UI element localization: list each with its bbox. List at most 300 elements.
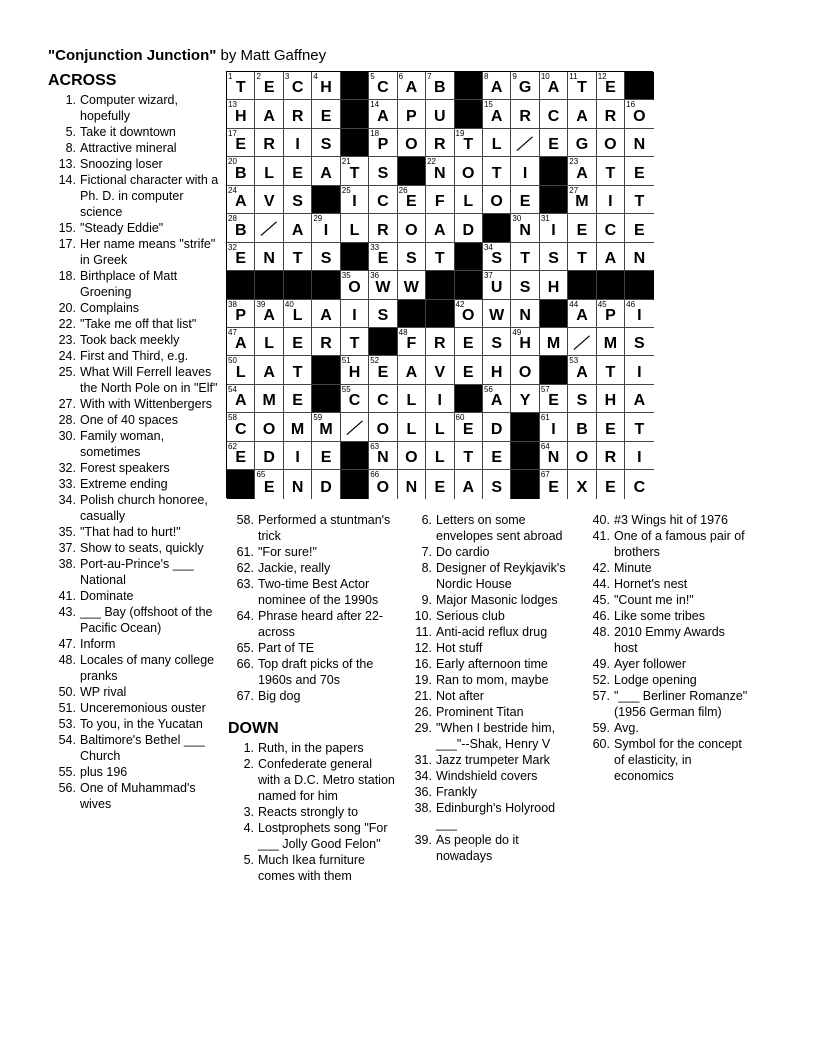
clue-text: Attractive mineral xyxy=(80,141,177,155)
grid-cell[interactable] xyxy=(597,186,625,214)
grid-cell[interactable] xyxy=(312,243,340,271)
clue-number: 6. xyxy=(421,513,432,527)
cell-number: 4 xyxy=(313,72,318,81)
grid-cell[interactable] xyxy=(284,300,312,328)
grid-cell[interactable] xyxy=(312,442,340,470)
cell-letter: S xyxy=(320,136,332,154)
grid-cell[interactable] xyxy=(455,442,483,470)
cell-number: 64 xyxy=(540,441,550,451)
grid-cell[interactable] xyxy=(426,243,454,271)
grid-cell[interactable] xyxy=(426,157,454,185)
clue-text: Confederate general with a D.C. Metro station named for him xyxy=(258,757,395,803)
clue xyxy=(52,604,220,636)
cell-number: 31 xyxy=(540,214,550,224)
cell-letter: N xyxy=(263,250,275,268)
grid-cell[interactable] xyxy=(568,442,596,470)
grid-cell xyxy=(455,243,483,271)
grid-cell[interactable] xyxy=(426,385,454,413)
grid-cell[interactable] xyxy=(426,328,454,356)
grid-cell[interactable] xyxy=(511,129,539,157)
grid-cell[interactable] xyxy=(426,470,454,498)
cell-letter: E xyxy=(320,107,332,125)
crossword-grid[interactable] xyxy=(226,71,653,498)
grid-cell[interactable] xyxy=(625,214,653,242)
grid-cell[interactable] xyxy=(568,186,596,214)
grid-cell[interactable] xyxy=(398,385,426,413)
grid-cell[interactable] xyxy=(312,470,340,498)
grid-cell[interactable] xyxy=(511,271,539,299)
grid-cell[interactable] xyxy=(369,243,397,271)
grid-cell[interactable] xyxy=(483,100,511,128)
grid-cell[interactable] xyxy=(511,214,539,242)
clue-text: Extreme ending xyxy=(80,477,168,491)
grid-cell[interactable] xyxy=(511,157,539,185)
clue xyxy=(52,300,220,316)
grid-cell[interactable] xyxy=(369,271,397,299)
grid-cell[interactable] xyxy=(227,356,255,384)
cell-number: 44 xyxy=(569,299,579,309)
grid-cell[interactable] xyxy=(455,300,483,328)
grid-cell[interactable] xyxy=(341,271,369,299)
grid-cell[interactable] xyxy=(369,72,397,100)
grid-cell[interactable] xyxy=(483,356,511,384)
grid-cell xyxy=(227,470,255,498)
grid-cell[interactable] xyxy=(312,214,340,242)
grid-cell[interactable] xyxy=(455,129,483,157)
grid-cell[interactable] xyxy=(455,413,483,441)
grid-cell[interactable] xyxy=(511,186,539,214)
cell-letter: T xyxy=(292,250,303,268)
clue-text: Two-time Best Actor nominee of the 1990s xyxy=(258,577,379,607)
clue-text: With with Wittenbergers xyxy=(80,397,212,411)
cell-letter: H xyxy=(348,363,361,381)
clue-text: Frankly xyxy=(436,785,477,799)
grid-cell[interactable] xyxy=(597,157,625,185)
grid-cell[interactable] xyxy=(341,214,369,242)
cell-letter: L xyxy=(434,420,445,438)
cell-number: 8 xyxy=(483,72,489,81)
grid-cell[interactable] xyxy=(483,385,511,413)
grid-cell[interactable] xyxy=(597,129,625,157)
grid-cell[interactable] xyxy=(455,328,483,356)
cell-letter: C xyxy=(547,107,560,125)
grid-cell[interactable] xyxy=(483,157,511,185)
grid-cell[interactable] xyxy=(369,186,397,214)
grid-cell[interactable] xyxy=(341,157,369,185)
clue xyxy=(586,624,751,656)
clue xyxy=(586,720,751,736)
grid-cell[interactable] xyxy=(398,243,426,271)
grid-cell[interactable] xyxy=(369,356,397,384)
cell-number: 57 xyxy=(540,384,550,394)
grid-cell[interactable] xyxy=(398,271,426,299)
grid-cell[interactable] xyxy=(511,356,539,384)
grid-cell[interactable] xyxy=(625,300,653,328)
clue-text: Computer wizard, hopefully xyxy=(80,93,178,123)
clue-text: To you, in the Yucatan xyxy=(80,717,203,731)
grid-cell[interactable] xyxy=(369,470,397,498)
grid-cell[interactable] xyxy=(426,129,454,157)
cell-letter: R xyxy=(320,335,332,353)
grid-cell[interactable] xyxy=(597,300,625,328)
grid-cell[interactable] xyxy=(369,157,397,185)
clue-number: 19. xyxy=(414,673,432,687)
grid-cell[interactable] xyxy=(455,356,483,384)
grid-cell[interactable] xyxy=(398,129,426,157)
grid-cell[interactable] xyxy=(255,72,283,100)
grid-cell[interactable] xyxy=(483,328,511,356)
grid-cell[interactable] xyxy=(511,328,539,356)
grid-cell[interactable] xyxy=(540,243,568,271)
grid-cell[interactable] xyxy=(341,328,369,356)
cell-letter: T xyxy=(577,250,587,268)
cell-letter: A xyxy=(291,221,304,239)
grid-cell[interactable] xyxy=(312,100,340,128)
grid-cell[interactable] xyxy=(341,186,369,214)
grid-cell[interactable] xyxy=(369,385,397,413)
grid-cell xyxy=(341,129,369,157)
grid-cell[interactable] xyxy=(227,385,255,413)
grid-cell[interactable] xyxy=(426,214,454,242)
cell-letter: T xyxy=(463,136,474,154)
grid-cell[interactable] xyxy=(398,100,426,128)
grid-cell[interactable] xyxy=(483,413,511,441)
cell-number: 2 xyxy=(256,72,261,81)
grid-cell[interactable] xyxy=(255,442,283,470)
grid-cell[interactable] xyxy=(255,214,283,242)
clue-text: Phrase heard after 22-across xyxy=(258,609,384,639)
down-clues-column-1 xyxy=(230,740,395,884)
grid-cell[interactable] xyxy=(625,470,653,498)
grid-cell[interactable] xyxy=(597,100,625,128)
grid-cell[interactable] xyxy=(540,385,568,413)
grid-cell[interactable] xyxy=(483,442,511,470)
grid-cell xyxy=(398,157,426,185)
grid-cell[interactable] xyxy=(369,300,397,328)
clue-text: Avg. xyxy=(614,721,639,735)
cell-number: 14 xyxy=(370,100,380,110)
clue xyxy=(408,656,578,672)
grid-cell[interactable] xyxy=(568,470,596,498)
grid-cell[interactable] xyxy=(284,328,312,356)
grid-cell[interactable] xyxy=(255,300,283,328)
grid-cell[interactable] xyxy=(597,72,625,100)
grid-cell[interactable] xyxy=(312,129,340,157)
grid-cell[interactable] xyxy=(568,157,596,185)
clue-text: plus 196 xyxy=(80,765,128,779)
cell-number: 34 xyxy=(483,242,493,252)
grid-cell[interactable] xyxy=(426,186,454,214)
clue xyxy=(408,624,578,640)
clue-number: 2. xyxy=(243,757,254,771)
grid-cell[interactable] xyxy=(568,385,596,413)
cell-letter: V xyxy=(263,193,275,211)
grid-cell[interactable] xyxy=(369,442,397,470)
grid-cell[interactable] xyxy=(625,100,653,128)
clue-number: 8. xyxy=(421,561,432,575)
grid-cell[interactable] xyxy=(568,129,596,157)
grid-cell[interactable] xyxy=(625,328,653,356)
clue-number: 14. xyxy=(58,173,76,187)
grid-cell[interactable] xyxy=(227,214,255,242)
clue-text: Show to seats, quickly xyxy=(80,541,204,555)
puzzle-byline: by Matt Gaffney xyxy=(216,47,327,64)
grid-cell[interactable] xyxy=(540,100,568,128)
cell-letter: F xyxy=(434,193,445,211)
clue-number: 1. xyxy=(243,741,254,755)
grid-cell[interactable] xyxy=(426,413,454,441)
grid-cell[interactable] xyxy=(255,470,283,498)
grid-cell[interactable] xyxy=(284,157,312,185)
grid-cell[interactable] xyxy=(426,72,454,100)
grid-cell[interactable] xyxy=(597,470,625,498)
clue-text: Forest speakers xyxy=(80,461,170,475)
grid-cell[interactable] xyxy=(398,328,426,356)
grid-cell[interactable] xyxy=(227,300,255,328)
grid-cell[interactable] xyxy=(255,129,283,157)
grid-cell[interactable] xyxy=(625,186,653,214)
grid-cell[interactable] xyxy=(455,186,483,214)
grid-cell[interactable] xyxy=(227,100,255,128)
clue-text: One of a famous pair of brothers xyxy=(614,529,745,559)
cell-letter: A xyxy=(434,221,446,239)
grid-cell[interactable] xyxy=(227,413,255,441)
grid-cell[interactable] xyxy=(284,356,312,384)
cell-letter: E xyxy=(462,335,474,353)
clue-number: 10. xyxy=(414,609,432,623)
grid-cell[interactable] xyxy=(540,271,568,299)
grid-cell[interactable] xyxy=(540,328,568,356)
cell-letter: O xyxy=(461,164,475,182)
grid-cell[interactable] xyxy=(483,186,511,214)
clue-number: 18. xyxy=(58,269,76,283)
clue xyxy=(52,716,220,732)
grid-cell[interactable] xyxy=(511,300,539,328)
cell-letter: I xyxy=(295,136,300,154)
grid-cell[interactable] xyxy=(625,157,653,185)
cell-letter: R xyxy=(263,136,275,154)
cell-number: 21 xyxy=(341,157,351,167)
grid-cell[interactable] xyxy=(398,356,426,384)
across-clues-column-1 xyxy=(52,92,220,812)
grid-cell[interactable] xyxy=(483,271,511,299)
grid-cell[interactable] xyxy=(625,442,653,470)
cell-letter: A xyxy=(633,392,646,410)
grid-cell[interactable] xyxy=(312,328,340,356)
clue-number: 37. xyxy=(58,541,76,555)
grid-cell[interactable] xyxy=(255,356,283,384)
grid-cell[interactable] xyxy=(341,300,369,328)
grid-cell[interactable] xyxy=(568,328,596,356)
grid-cell[interactable] xyxy=(568,243,596,271)
grid-cell[interactable] xyxy=(568,300,596,328)
grid-cell[interactable] xyxy=(483,300,511,328)
cell-letter: P xyxy=(406,107,417,125)
grid-cell[interactable] xyxy=(455,214,483,242)
clue-number: 29. xyxy=(414,721,432,735)
grid-cell[interactable] xyxy=(511,72,539,100)
grid-cell[interactable] xyxy=(483,470,511,498)
clue-number: 47. xyxy=(58,637,76,651)
grid-cell[interactable] xyxy=(284,214,312,242)
grid-cell[interactable] xyxy=(625,243,653,271)
cell-letter: E xyxy=(263,79,275,97)
grid-cell[interactable] xyxy=(398,214,426,242)
cell-letter: N xyxy=(291,478,304,496)
clue-number: 61. xyxy=(236,545,254,559)
grid-cell[interactable] xyxy=(568,356,596,384)
grid-cell[interactable] xyxy=(540,129,568,157)
clue-text: Fictional character with a Ph. D. in computer science xyxy=(80,173,219,219)
cell-letter: M xyxy=(262,392,276,410)
grid-cell[interactable] xyxy=(597,413,625,441)
grid-cell[interactable] xyxy=(227,72,255,100)
grid-cell xyxy=(625,72,653,100)
grid-cell[interactable] xyxy=(568,100,596,128)
grid-cell[interactable] xyxy=(398,413,426,441)
grid-cell[interactable] xyxy=(369,413,397,441)
grid-cell[interactable] xyxy=(426,442,454,470)
cell-letter: E xyxy=(576,221,588,239)
grid-cell[interactable] xyxy=(568,72,596,100)
grid-cell[interactable] xyxy=(511,100,539,128)
grid-cell[interactable] xyxy=(341,356,369,384)
clue xyxy=(408,800,578,832)
clue-text: Major Masonic lodges xyxy=(436,593,558,607)
cell-letter: O xyxy=(376,420,390,438)
cell-letter: A xyxy=(320,306,332,324)
grid-cell[interactable] xyxy=(398,72,426,100)
grid-cell[interactable] xyxy=(284,243,312,271)
clue xyxy=(408,672,578,688)
cell-letter: R xyxy=(377,221,389,239)
grid-cell[interactable] xyxy=(540,442,568,470)
cell-letter: H xyxy=(320,79,332,97)
grid-cell[interactable] xyxy=(398,442,426,470)
cell-number: 7 xyxy=(427,72,432,81)
grid-cell[interactable] xyxy=(625,129,653,157)
grid-cell[interactable] xyxy=(483,72,511,100)
cell-number: 17 xyxy=(228,128,237,138)
grid-cell[interactable] xyxy=(255,328,283,356)
grid-cell[interactable] xyxy=(284,442,312,470)
grid-cell[interactable] xyxy=(597,214,625,242)
cell-letter: E xyxy=(263,478,275,496)
cell-letter: T xyxy=(605,363,616,381)
grid-cell[interactable] xyxy=(284,72,312,100)
grid-cell[interactable] xyxy=(568,413,596,441)
cell-letter: O xyxy=(518,363,532,381)
clue-text: Lodge opening xyxy=(614,673,697,687)
grid-cell[interactable] xyxy=(398,470,426,498)
clue xyxy=(52,124,220,140)
grid-cell[interactable] xyxy=(312,413,340,441)
grid-cell[interactable] xyxy=(284,413,312,441)
grid-cell[interactable] xyxy=(255,157,283,185)
grid-cell[interactable] xyxy=(255,186,283,214)
grid-cell[interactable] xyxy=(284,470,312,498)
grid-cell[interactable] xyxy=(312,300,340,328)
clue-number: 67. xyxy=(236,689,254,703)
cell-number: 51 xyxy=(341,356,351,366)
grid-cell[interactable] xyxy=(597,243,625,271)
clue xyxy=(230,756,395,804)
grid-cell[interactable] xyxy=(284,385,312,413)
cell-letter: D xyxy=(462,221,474,239)
grid-cell[interactable] xyxy=(568,214,596,242)
grid-cell[interactable] xyxy=(255,100,283,128)
grid-cell[interactable] xyxy=(227,186,255,214)
grid-cell[interactable] xyxy=(597,356,625,384)
grid-cell[interactable] xyxy=(625,356,653,384)
grid-cell[interactable] xyxy=(227,442,255,470)
grid-cell[interactable] xyxy=(312,72,340,100)
grid-cell[interactable] xyxy=(511,243,539,271)
grid-cell[interactable] xyxy=(398,186,426,214)
grid-cell[interactable] xyxy=(511,385,539,413)
grid-cell[interactable] xyxy=(455,157,483,185)
grid-cell[interactable] xyxy=(341,385,369,413)
grid-cell xyxy=(483,214,511,242)
grid-cell[interactable] xyxy=(540,413,568,441)
clue xyxy=(52,652,220,684)
clue xyxy=(408,560,578,592)
grid-cell[interactable] xyxy=(369,129,397,157)
grid-cell[interactable] xyxy=(312,157,340,185)
grid-cell[interactable] xyxy=(540,470,568,498)
grid-cell[interactable] xyxy=(255,413,283,441)
clue-number: 53. xyxy=(58,717,76,731)
clue-number: 4. xyxy=(243,821,254,835)
cell-letter: E xyxy=(406,193,417,211)
grid-cell[interactable] xyxy=(369,100,397,128)
grid-cell[interactable] xyxy=(483,129,511,157)
grid-cell[interactable] xyxy=(255,243,283,271)
clue xyxy=(586,736,751,784)
grid-cell[interactable] xyxy=(227,328,255,356)
grid-cell[interactable] xyxy=(227,129,255,157)
grid-cell[interactable] xyxy=(625,385,653,413)
cell-letter: N xyxy=(434,164,446,182)
grid-cell[interactable] xyxy=(284,100,312,128)
grid-cell[interactable] xyxy=(597,442,625,470)
grid-cell[interactable] xyxy=(255,385,283,413)
grid-cell[interactable] xyxy=(284,129,312,157)
grid-cell[interactable] xyxy=(540,72,568,100)
clue-number: 49. xyxy=(592,657,610,671)
cell-number: 1 xyxy=(228,72,233,81)
grid-cell[interactable] xyxy=(540,214,568,242)
grid-cell[interactable] xyxy=(284,186,312,214)
clue-text: 2010 Emmy Awards host xyxy=(614,625,725,655)
cell-number: 36 xyxy=(370,271,380,281)
grid-cell[interactable] xyxy=(341,413,369,441)
grid-cell[interactable] xyxy=(227,243,255,271)
grid-cell[interactable] xyxy=(625,413,653,441)
grid-cell[interactable] xyxy=(426,356,454,384)
grid-cell[interactable] xyxy=(426,100,454,128)
cell-letter: S xyxy=(292,193,303,211)
grid-cell[interactable] xyxy=(597,328,625,356)
grid-cell xyxy=(284,271,312,299)
grid-cell[interactable] xyxy=(483,243,511,271)
grid-cell[interactable] xyxy=(455,470,483,498)
grid-cell xyxy=(312,356,340,384)
grid-cell[interactable] xyxy=(369,214,397,242)
cell-letter: I xyxy=(551,221,556,239)
grid-cell[interactable] xyxy=(227,157,255,185)
grid-cell[interactable] xyxy=(597,385,625,413)
